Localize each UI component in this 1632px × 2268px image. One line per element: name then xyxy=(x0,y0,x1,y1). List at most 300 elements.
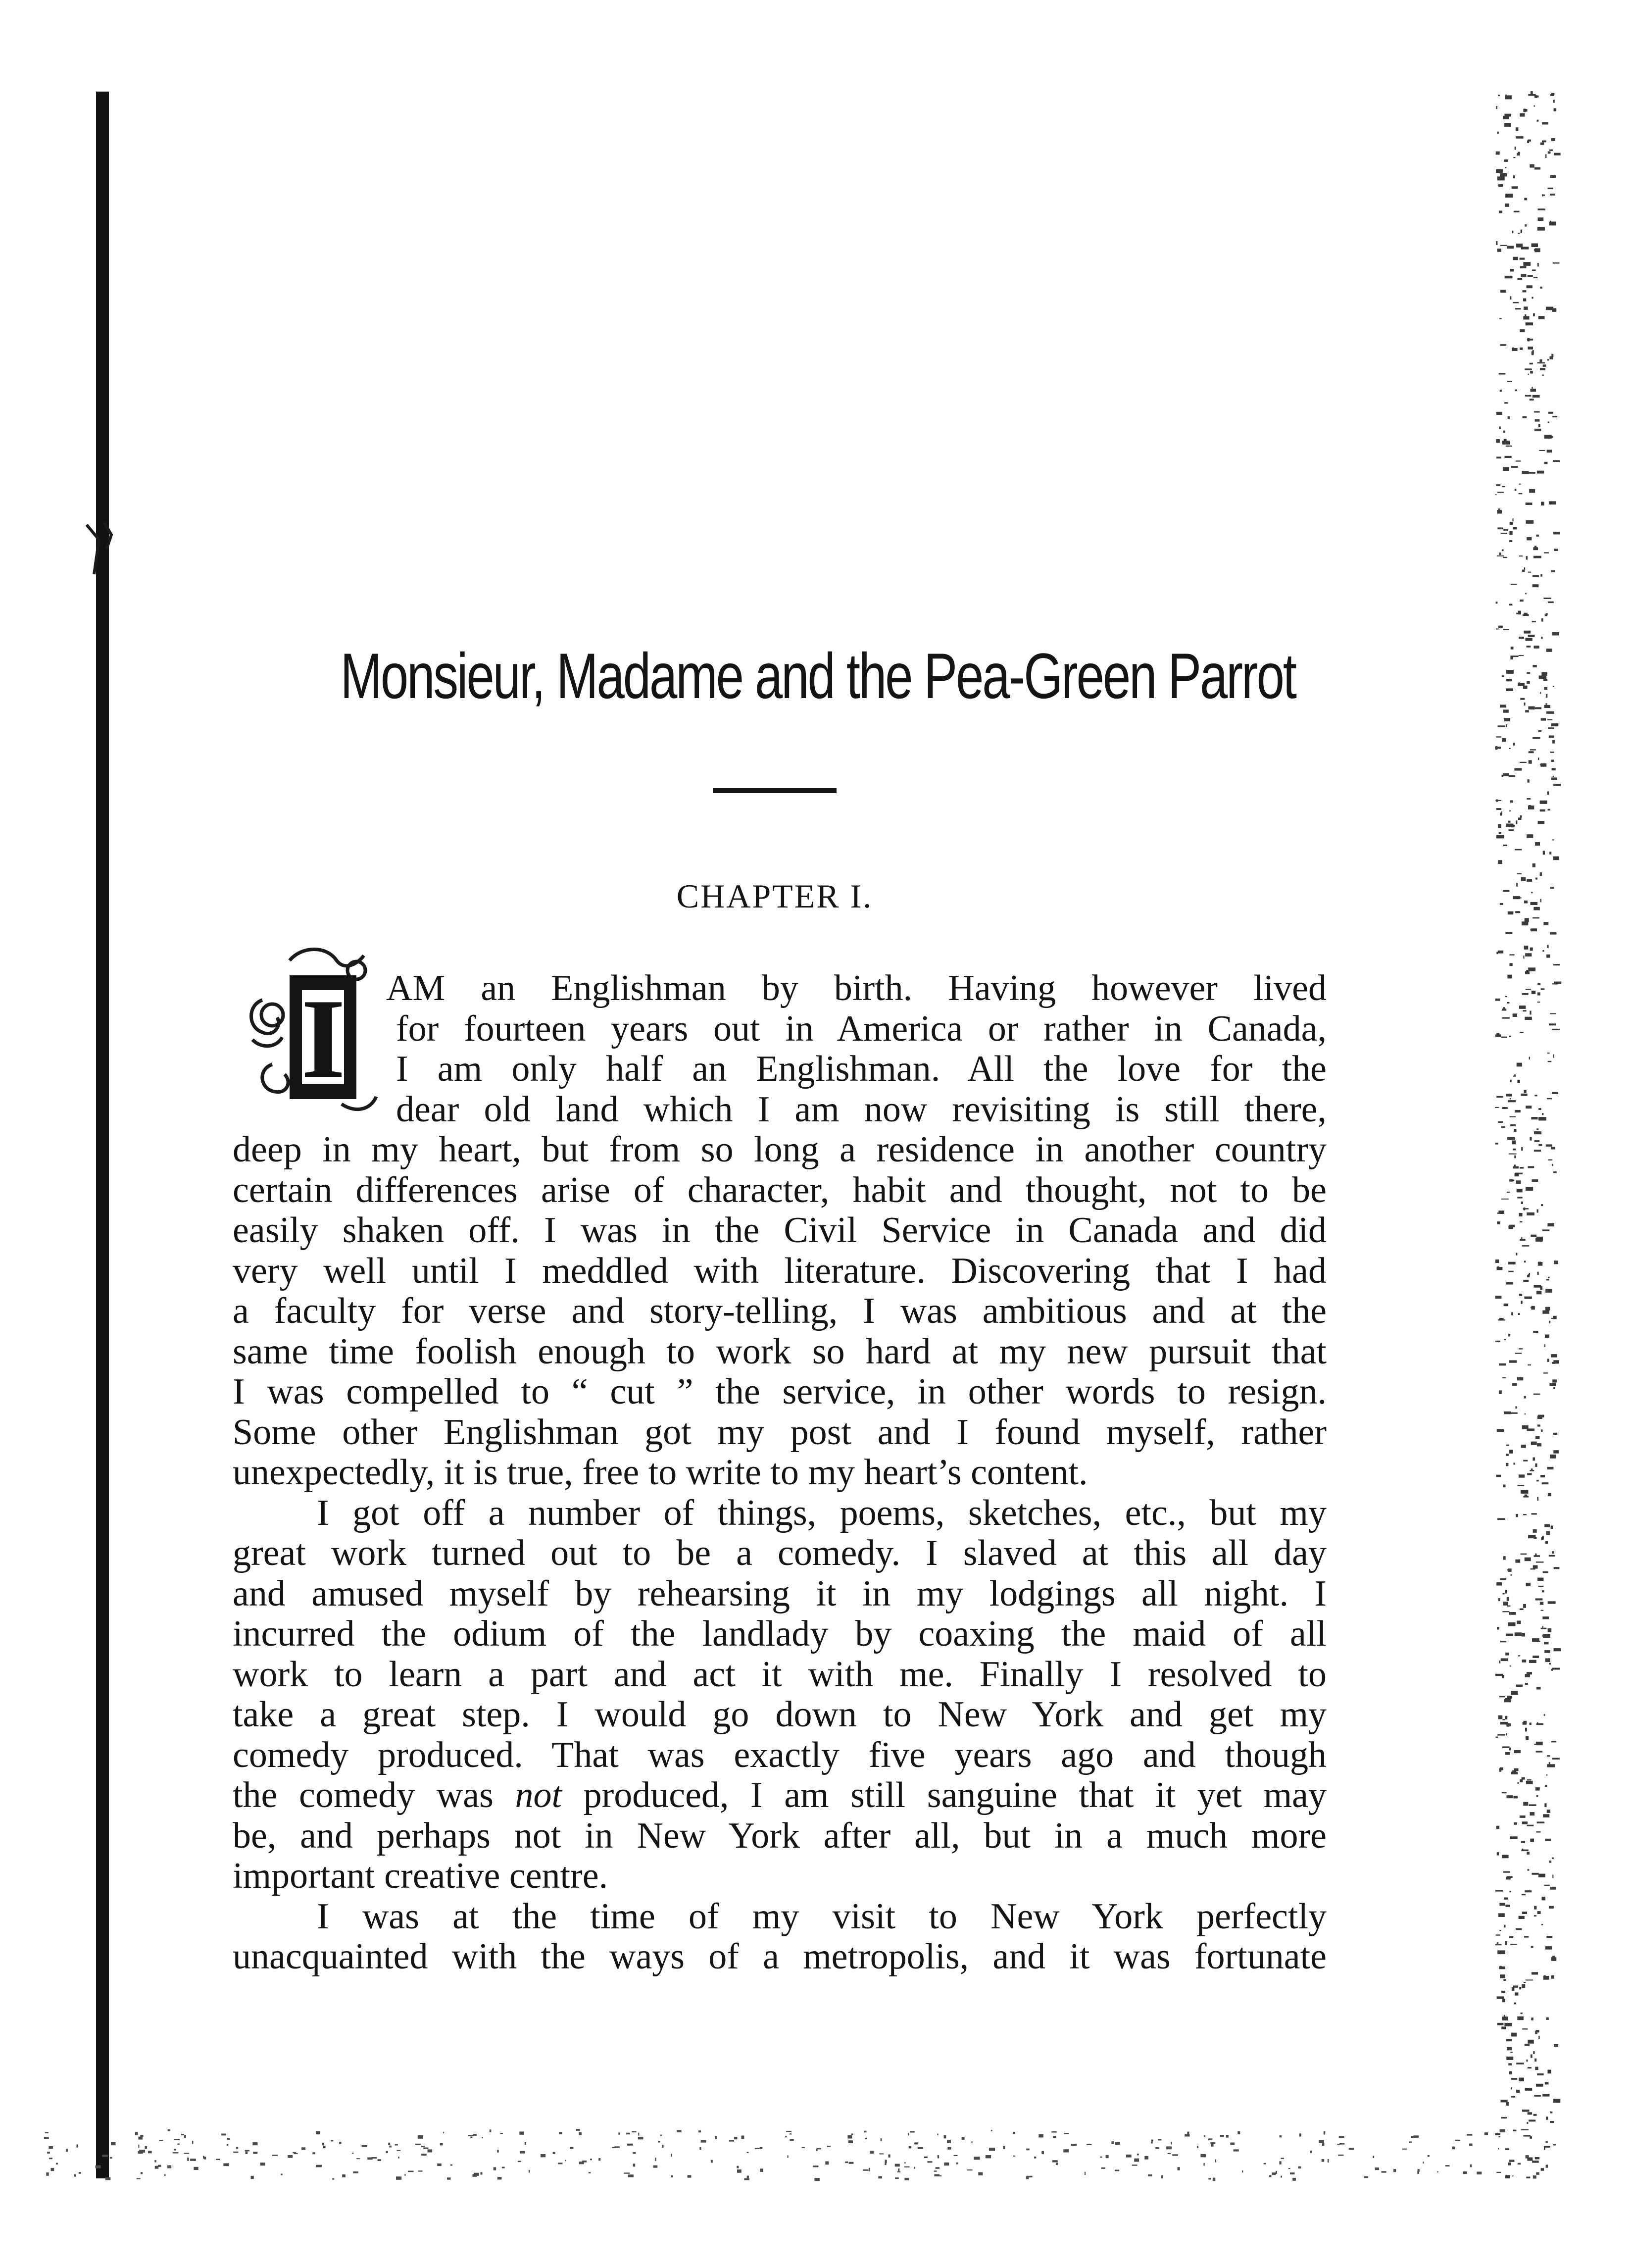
noise-speck xyxy=(598,2158,600,2161)
noise-speck xyxy=(1498,1210,1504,1214)
noise-speck xyxy=(1523,1280,1529,1282)
noise-speck xyxy=(362,2145,367,2147)
noise-speck xyxy=(1509,1450,1513,1454)
noise-speck xyxy=(1026,2149,1030,2151)
noise-speck xyxy=(1527,285,1533,288)
noise-speck xyxy=(1537,992,1540,995)
noise-speck xyxy=(1518,1655,1520,1656)
scan-noise-margin xyxy=(1495,89,1564,2178)
noise-speck xyxy=(1523,1460,1528,1462)
noise-speck xyxy=(1549,1762,1550,1764)
noise-speck xyxy=(1542,1626,1544,1629)
noise-speck xyxy=(77,2144,78,2147)
noise-speck xyxy=(1498,951,1504,954)
noise-speck xyxy=(227,2144,229,2146)
noise-speck xyxy=(1526,1583,1531,1586)
paragraph-1 xyxy=(233,968,1327,1493)
noise-speck xyxy=(972,2141,973,2143)
noise-speck xyxy=(1547,1223,1554,1227)
noise-speck xyxy=(1204,2135,1205,2137)
noise-speck xyxy=(928,2161,933,2163)
noise-speck xyxy=(227,2138,230,2140)
noise-speck xyxy=(404,2174,405,2176)
noise-speck xyxy=(1540,1286,1543,1290)
noise-speck xyxy=(1540,1602,1543,1605)
noise-speck xyxy=(1538,1415,1544,1417)
noise-speck xyxy=(1527,672,1530,674)
noise-speck xyxy=(1552,1164,1553,1166)
noise-speck xyxy=(1537,1424,1540,1426)
noise-speck xyxy=(671,2154,672,2157)
noise-speck xyxy=(1510,2052,1512,2053)
text-line: work to learn a part and act it with me. Finally I resolved to xyxy=(233,1654,1327,1695)
text-line: be, and perhaps not in New York after all, but in a much more xyxy=(233,1815,1327,1856)
text-line: I was compelled to “ cut ” the service, in other words to resign. xyxy=(233,1371,1327,1412)
noise-speck xyxy=(1524,198,1527,201)
noise-speck xyxy=(233,2152,238,2153)
dropcap-letter: I xyxy=(301,975,346,1102)
text-line: and amused myself by rehearsing it in my lodgings all night. I xyxy=(233,1573,1327,1614)
noise-speck xyxy=(1288,2168,1290,2169)
noise-speck xyxy=(1328,2159,1329,2163)
noise-speck xyxy=(260,2163,265,2166)
noise-speck xyxy=(148,2151,152,2153)
noise-speck xyxy=(845,2162,848,2163)
noise-speck xyxy=(1545,1289,1552,1293)
noise-speck xyxy=(1516,1514,1518,1517)
noise-speck xyxy=(1511,1312,1513,1315)
noise-speck xyxy=(1509,1891,1511,1892)
noise-speck xyxy=(1521,1237,1522,1241)
noise-speck xyxy=(1533,2114,1537,2116)
noise-speck xyxy=(1504,2015,1505,2017)
noise-speck xyxy=(1499,1661,1500,1663)
noise-speck xyxy=(1515,849,1522,851)
noise-speck xyxy=(1549,501,1556,504)
noise-speck xyxy=(1469,2144,1473,2146)
noise-speck xyxy=(1550,1455,1556,1459)
noise-speck xyxy=(246,2152,248,2154)
noise-speck xyxy=(1524,1982,1526,1983)
noise-speck xyxy=(909,2146,911,2149)
noise-speck xyxy=(1234,2149,1239,2151)
noise-speck xyxy=(1547,1359,1549,1362)
noise-speck xyxy=(590,2159,592,2160)
noise-speck xyxy=(1548,421,1549,423)
noise-speck xyxy=(1496,1934,1500,1935)
noise-speck xyxy=(1520,1167,1524,1169)
noise-speck xyxy=(1500,173,1507,177)
noise-speck xyxy=(1498,1598,1500,1601)
noise-speck xyxy=(1161,2175,1163,2179)
noise-speck xyxy=(1496,1582,1502,1586)
noise-speck xyxy=(1526,503,1533,505)
noise-speck xyxy=(1519,655,1524,656)
noise-speck xyxy=(1520,266,1527,268)
noise-speck xyxy=(1513,157,1515,158)
noise-speck xyxy=(1524,306,1528,310)
noise-speck xyxy=(187,2158,189,2161)
noise-speck xyxy=(1041,2151,1044,2154)
noise-speck xyxy=(519,2131,524,2134)
noise-speck xyxy=(924,2157,928,2158)
noise-speck xyxy=(1546,613,1548,615)
noise-speck xyxy=(1528,1166,1534,1168)
noise-speck xyxy=(1514,1074,1516,1075)
noise-speck xyxy=(1518,278,1522,280)
noise-speck xyxy=(1509,748,1511,749)
noise-speck xyxy=(1013,2132,1015,2134)
noise-speck xyxy=(1537,1821,1545,1823)
noise-speck xyxy=(1507,975,1512,979)
noise-speck xyxy=(1511,1691,1518,1695)
noise-speck xyxy=(1413,2135,1419,2138)
noise-speck xyxy=(1496,952,1498,954)
noise-speck xyxy=(1537,471,1544,474)
noise-speck xyxy=(1515,390,1517,392)
noise-speck xyxy=(1503,890,1509,892)
noise-speck xyxy=(1510,1944,1517,1945)
noise-speck xyxy=(1547,1764,1555,1767)
noise-speck xyxy=(440,2143,443,2145)
noise-speck xyxy=(1527,140,1529,143)
noise-speck xyxy=(1530,929,1533,931)
noise-speck xyxy=(1537,1210,1538,1213)
noise-speck xyxy=(1525,918,1529,922)
noise-speck xyxy=(1505,996,1507,997)
noise-speck xyxy=(1533,1537,1536,1539)
noise-speck xyxy=(1530,1722,1532,1725)
noise-speck xyxy=(1544,687,1547,690)
noise-speck xyxy=(1546,955,1550,958)
noise-speck xyxy=(66,2149,68,2152)
noise-speck xyxy=(677,2130,681,2132)
noise-speck xyxy=(1531,1117,1537,1119)
noise-speck xyxy=(897,2171,901,2172)
noise-speck xyxy=(788,2156,789,2158)
noise-speck xyxy=(1528,275,1533,277)
noise-speck xyxy=(1533,350,1534,354)
text-line: important creative centre. xyxy=(233,1856,608,1896)
noise-speck xyxy=(1551,1318,1555,1319)
noise-speck xyxy=(1502,1107,1508,1109)
noise-speck xyxy=(632,2131,637,2132)
page-title: Monsieur, Madame and the Pea-Green Parrot xyxy=(340,640,1295,712)
noise-speck xyxy=(1525,710,1529,712)
noise-speck xyxy=(1550,2121,1554,2123)
noise-speck xyxy=(1535,1436,1540,1439)
noise-speck xyxy=(1542,194,1543,197)
noise-speck xyxy=(253,2152,257,2154)
noise-speck xyxy=(1522,1245,1530,1247)
noise-speck xyxy=(541,2154,545,2157)
noise-speck xyxy=(1531,1946,1533,1948)
noise-speck xyxy=(1518,1782,1519,1784)
noise-speck xyxy=(1500,290,1506,293)
noise-speck xyxy=(1497,527,1503,529)
noise-speck xyxy=(1552,1758,1560,1760)
noise-speck xyxy=(1506,446,1512,447)
noise-speck xyxy=(1516,1253,1517,1256)
noise-speck xyxy=(1511,2096,1515,2098)
noise-speck xyxy=(558,2163,562,2164)
noise-speck xyxy=(1349,2148,1354,2150)
noise-speck xyxy=(137,2178,141,2179)
noise-speck xyxy=(1510,1179,1513,1182)
noise-speck xyxy=(1237,2131,1240,2134)
noise-speck xyxy=(470,2136,472,2138)
noise-speck xyxy=(316,2165,322,2167)
noise-speck xyxy=(1467,2134,1472,2136)
noise-speck xyxy=(1500,903,1503,905)
noise-speck xyxy=(408,2171,414,2172)
noise-speck xyxy=(1509,1612,1516,1615)
noise-speck xyxy=(1527,537,1532,541)
noise-speck xyxy=(1197,2146,1198,2148)
noise-speck xyxy=(1536,1291,1541,1294)
noise-speck xyxy=(251,2176,254,2179)
noise-speck xyxy=(1516,2063,1524,2065)
noise-speck xyxy=(1523,262,1531,266)
noise-speck xyxy=(1500,705,1506,707)
noise-speck xyxy=(1499,1930,1501,1931)
noise-speck xyxy=(825,2162,829,2165)
noise-speck xyxy=(1521,1554,1527,1555)
noise-speck xyxy=(1134,2159,1139,2162)
noise-speck xyxy=(1509,2160,1514,2162)
noise-speck xyxy=(747,2176,749,2178)
noise-speck xyxy=(331,2140,333,2142)
noise-speck xyxy=(1506,1634,1513,1636)
text-line: very well until I meddled with literature. Discovering that I had xyxy=(233,1250,1327,1291)
noise-speck xyxy=(1513,1149,1516,1151)
noise-speck xyxy=(660,2135,662,2136)
noise-speck xyxy=(1518,1313,1520,1315)
noise-speck xyxy=(1534,1906,1536,1910)
noise-speck xyxy=(1144,2156,1148,2160)
noise-speck xyxy=(1554,549,1558,551)
noise-speck xyxy=(848,2140,853,2143)
noise-speck xyxy=(559,2132,562,2134)
noise-speck xyxy=(881,2138,882,2141)
noise-speck xyxy=(1531,1442,1537,1445)
noise-speck xyxy=(1531,2017,1533,2020)
noise-speck xyxy=(1526,1736,1529,1740)
noise-speck xyxy=(1495,999,1500,1001)
noise-speck xyxy=(1544,1803,1546,1807)
noise-speck xyxy=(447,2177,451,2180)
noise-speck xyxy=(135,2132,138,2135)
noise-speck xyxy=(1543,1372,1548,1373)
noise-speck xyxy=(79,2172,81,2174)
noise-speck xyxy=(1503,1719,1505,1720)
text-line: I am only half an Englishman. All the love for the xyxy=(396,1049,1327,1089)
noise-speck xyxy=(1527,1825,1534,1826)
noise-speck xyxy=(1523,1802,1528,1806)
noise-speck xyxy=(1533,313,1535,316)
noise-speck xyxy=(729,2140,734,2142)
noise-speck xyxy=(1546,2141,1548,2143)
noise-speck xyxy=(1298,2167,1301,2168)
noise-speck xyxy=(1187,2132,1189,2135)
noise-speck xyxy=(1514,1164,1516,1168)
noise-speck xyxy=(938,2155,939,2158)
chapter-heading: CHAPTER I. xyxy=(676,877,873,915)
noise-speck xyxy=(49,2158,52,2159)
noise-speck xyxy=(1508,1271,1514,1272)
noise-speck xyxy=(1496,439,1500,443)
noise-speck xyxy=(518,2161,521,2162)
noise-speck xyxy=(1544,1714,1545,1716)
noise-speck xyxy=(1507,1597,1509,1601)
noise-speck xyxy=(1517,1377,1524,1381)
noise-speck xyxy=(576,2129,580,2131)
noise-speck xyxy=(1542,950,1544,952)
noise-speck xyxy=(167,2165,171,2168)
noise-speck xyxy=(1504,402,1508,403)
noise-speck xyxy=(45,2132,49,2133)
noise-speck xyxy=(1516,613,1519,614)
noise-speck xyxy=(1512,1141,1516,1145)
noise-speck xyxy=(1530,1137,1532,1141)
noise-speck xyxy=(1505,276,1513,278)
noise-speck xyxy=(1507,246,1514,249)
noise-speck xyxy=(1553,460,1560,462)
noise-speck xyxy=(1208,2178,1211,2179)
noise-speck xyxy=(1542,1113,1543,1115)
noise-speck xyxy=(1546,2117,1548,2120)
noise-speck xyxy=(1508,2063,1512,2065)
noise-speck xyxy=(140,2135,143,2137)
noise-speck xyxy=(1496,412,1502,415)
noise-speck xyxy=(490,2129,492,2132)
noise-speck xyxy=(1540,287,1542,289)
noise-speck xyxy=(154,2160,156,2163)
noise-speck xyxy=(1516,1928,1522,1930)
noise-speck xyxy=(1515,147,1516,150)
noise-speck xyxy=(1551,759,1554,762)
noise-speck xyxy=(1519,1474,1525,1477)
noise-speck xyxy=(1534,1285,1541,1287)
noise-speck xyxy=(1115,2170,1119,2171)
noise-speck xyxy=(1533,1656,1539,1658)
noise-speck xyxy=(1505,932,1512,934)
noise-speck xyxy=(1504,1898,1508,1900)
noise-speck xyxy=(1502,738,1506,742)
noise-speck xyxy=(1538,424,1540,427)
noise-speck xyxy=(1514,1796,1518,1798)
noise-speck xyxy=(1517,1197,1522,1198)
noise-speck xyxy=(158,2165,161,2167)
noise-speck xyxy=(1477,2171,1482,2174)
noise-speck xyxy=(1533,2051,1534,2054)
noise-speck xyxy=(908,2133,909,2135)
noise-speck xyxy=(1506,2039,1512,2042)
noise-speck xyxy=(1548,809,1551,811)
noise-speck xyxy=(1498,1715,1503,1719)
noise-speck xyxy=(1542,2094,1549,2096)
noise-speck xyxy=(1526,1781,1533,1784)
noise-speck xyxy=(1540,692,1541,694)
noise-speck xyxy=(1525,593,1527,595)
noise-speck xyxy=(1514,1129,1516,1132)
noise-speck xyxy=(1515,911,1520,913)
noise-speck xyxy=(1499,211,1502,213)
noise-speck xyxy=(1529,1660,1536,1663)
noise-speck xyxy=(1546,1279,1549,1280)
noise-speck xyxy=(1522,1984,1525,1988)
noise-speck xyxy=(889,2155,890,2158)
noise-speck xyxy=(386,2151,388,2154)
noise-speck xyxy=(1546,2017,1549,2020)
noise-speck xyxy=(1497,1996,1504,1999)
noise-speck xyxy=(989,2148,995,2151)
noise-speck xyxy=(356,2158,360,2159)
noise-speck xyxy=(1554,108,1557,111)
noise-speck xyxy=(1540,809,1545,811)
noise-speck xyxy=(786,2131,791,2132)
noise-speck xyxy=(1504,1925,1506,1928)
noise-speck xyxy=(904,2178,909,2180)
noise-speck xyxy=(1543,1571,1548,1573)
noise-speck xyxy=(1553,1450,1559,1454)
noise-speck xyxy=(184,2153,189,2154)
noise-speck xyxy=(1503,1556,1506,1560)
noise-speck xyxy=(1511,1574,1512,1576)
noise-speck xyxy=(865,2138,867,2139)
noise-speck xyxy=(1534,546,1536,549)
title-divider xyxy=(713,788,837,793)
noise-speck xyxy=(111,2142,116,2146)
noise-speck xyxy=(1506,2102,1509,2106)
noise-speck xyxy=(1513,743,1515,745)
noise-speck xyxy=(1537,983,1540,985)
noise-speck xyxy=(141,2172,143,2174)
noise-speck xyxy=(1533,1458,1535,1461)
noise-speck xyxy=(1530,371,1533,374)
noise-speck xyxy=(1518,152,1520,154)
noise-speck xyxy=(1528,374,1529,375)
noise-speck xyxy=(1499,1363,1506,1366)
noise-speck xyxy=(1520,1221,1523,1222)
noise-speck xyxy=(1498,2136,1500,2137)
noise-speck xyxy=(1508,821,1511,823)
noise-speck xyxy=(1496,1826,1499,1829)
noise-speck xyxy=(817,2148,821,2150)
noise-speck xyxy=(1501,1659,1508,1662)
noise-speck xyxy=(1536,1751,1543,1752)
noise-speck xyxy=(914,2167,915,2169)
noise-speck xyxy=(1536,2030,1539,2032)
noise-speck xyxy=(1549,1663,1551,1665)
noise-speck xyxy=(1510,522,1513,525)
noise-speck xyxy=(863,2169,869,2171)
noise-speck xyxy=(1534,248,1540,252)
noise-speck xyxy=(56,2163,58,2165)
noise-speck xyxy=(1551,1147,1555,1150)
text-line xyxy=(233,1775,1327,1816)
noise-speck xyxy=(1528,2067,1532,2068)
noise-speck xyxy=(1499,1768,1502,1772)
noise-speck xyxy=(1533,395,1540,398)
noise-speck xyxy=(1544,1524,1550,1527)
noise-speck xyxy=(1534,1555,1540,1557)
noise-speck xyxy=(1437,2171,1438,2172)
noise-speck xyxy=(181,2134,184,2135)
noise-speck xyxy=(1051,2131,1057,2133)
noise-speck xyxy=(1547,359,1549,360)
noise-speck xyxy=(1545,1541,1548,1544)
